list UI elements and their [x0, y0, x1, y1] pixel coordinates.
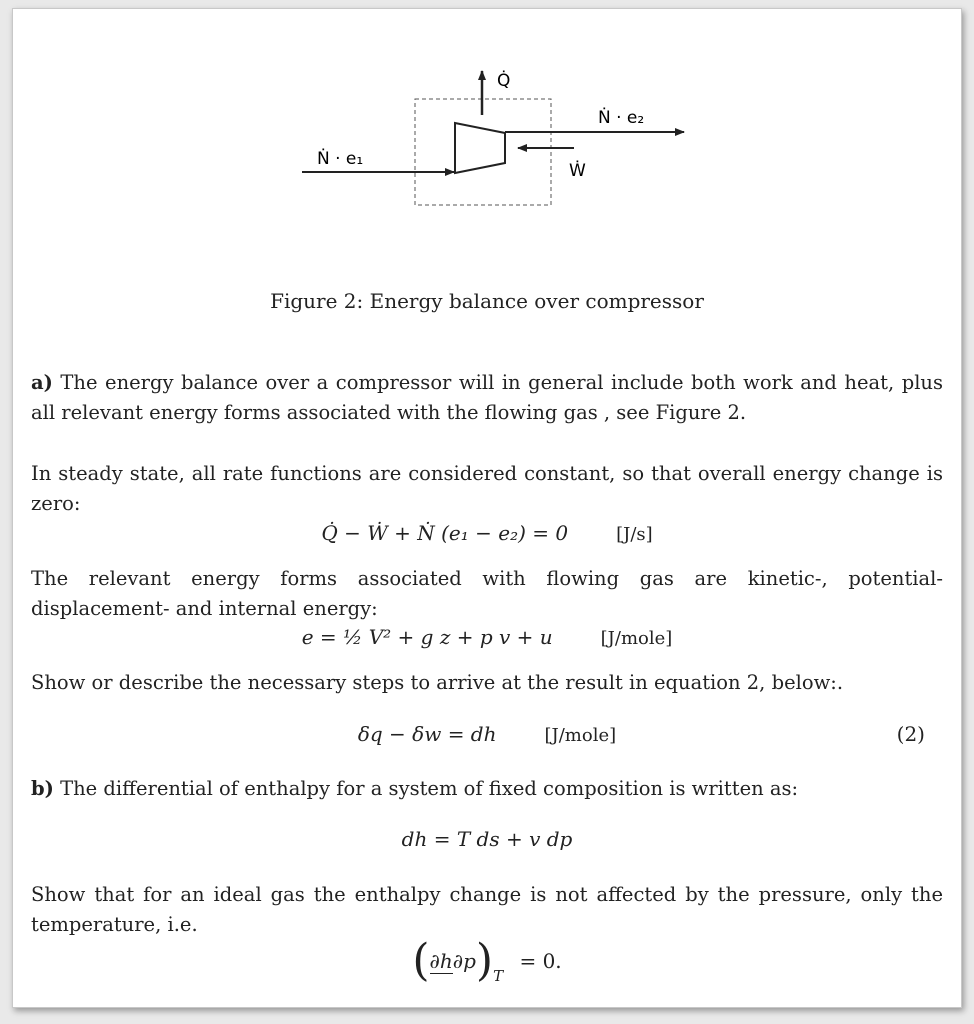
eq-e-formula: e = ½ V² + g z + p v + u [301, 625, 553, 649]
eq-dh-formula: dh = T ds + v dp [401, 827, 573, 851]
part-b-intro [31, 774, 943, 804]
energy-balance-equation [13, 521, 961, 545]
partial-rhs: = 0. [519, 948, 562, 973]
steady-state-text: In steady state, all rate functions are considered constant, so that overall energy change is zero: [31, 462, 943, 515]
partial-denominator: ∂p [452, 948, 476, 973]
work-label: Ẇ [569, 161, 586, 181]
compressor-figure [13, 9, 961, 269]
compressor-shape [455, 123, 505, 173]
part-a-intro-text: The energy balance over a compressor will in general include both work and heat, plus all relevant energy forms associated with the flowing gas , see Figure 2. [31, 371, 943, 424]
partial-numerator: ∂h [429, 948, 453, 973]
equation-2 [13, 722, 961, 746]
document-page [12, 8, 962, 1008]
eq1-formula: Q̇ − Ẇ + Ṅ (e₁ − e₂) = 0 [321, 521, 569, 545]
equation-2-number: (2) [896, 722, 925, 746]
eq2-unit: [J/mole] [544, 725, 617, 746]
eq1-unit: [J/s] [616, 524, 653, 545]
figure-caption: Figure 2: Energy balance over compressor [270, 289, 704, 313]
energy-forms-text: The relevant energy forms associated with flowing gas are kinetic-, potential- displacement- and internal energy: [31, 567, 943, 620]
energy-forms-equation [13, 625, 961, 649]
task-b-text: Show that for an ideal gas the enthalpy change is not affected by the pressure, only the temperature, i.e. [31, 883, 943, 936]
partial-subscript: T [493, 967, 504, 985]
part-b-intro-text: The differential of enthalpy for a system of fixed composition is written as: [60, 777, 799, 800]
heat-label: Q̇ [497, 71, 511, 91]
enthalpy-differential-equation [13, 827, 961, 851]
partial-derivative-equation: $(\partial h\partial p)_T = 0$. [412, 935, 562, 986]
task-a-text: Show or describe the necessary steps to arrive at the result in equation 2, below:. [31, 671, 844, 694]
eq-e-unit: [J/mole] [600, 628, 673, 649]
part-a-label: a) [31, 371, 53, 394]
part-a-intro [31, 368, 943, 428]
outlet-label: Ṅ · e₂ [598, 108, 645, 128]
inlet-label: Ṅ · e₁ [317, 149, 364, 169]
part-b-label: b) [31, 777, 54, 800]
eq2-formula: δq − δw = dh [357, 722, 497, 746]
